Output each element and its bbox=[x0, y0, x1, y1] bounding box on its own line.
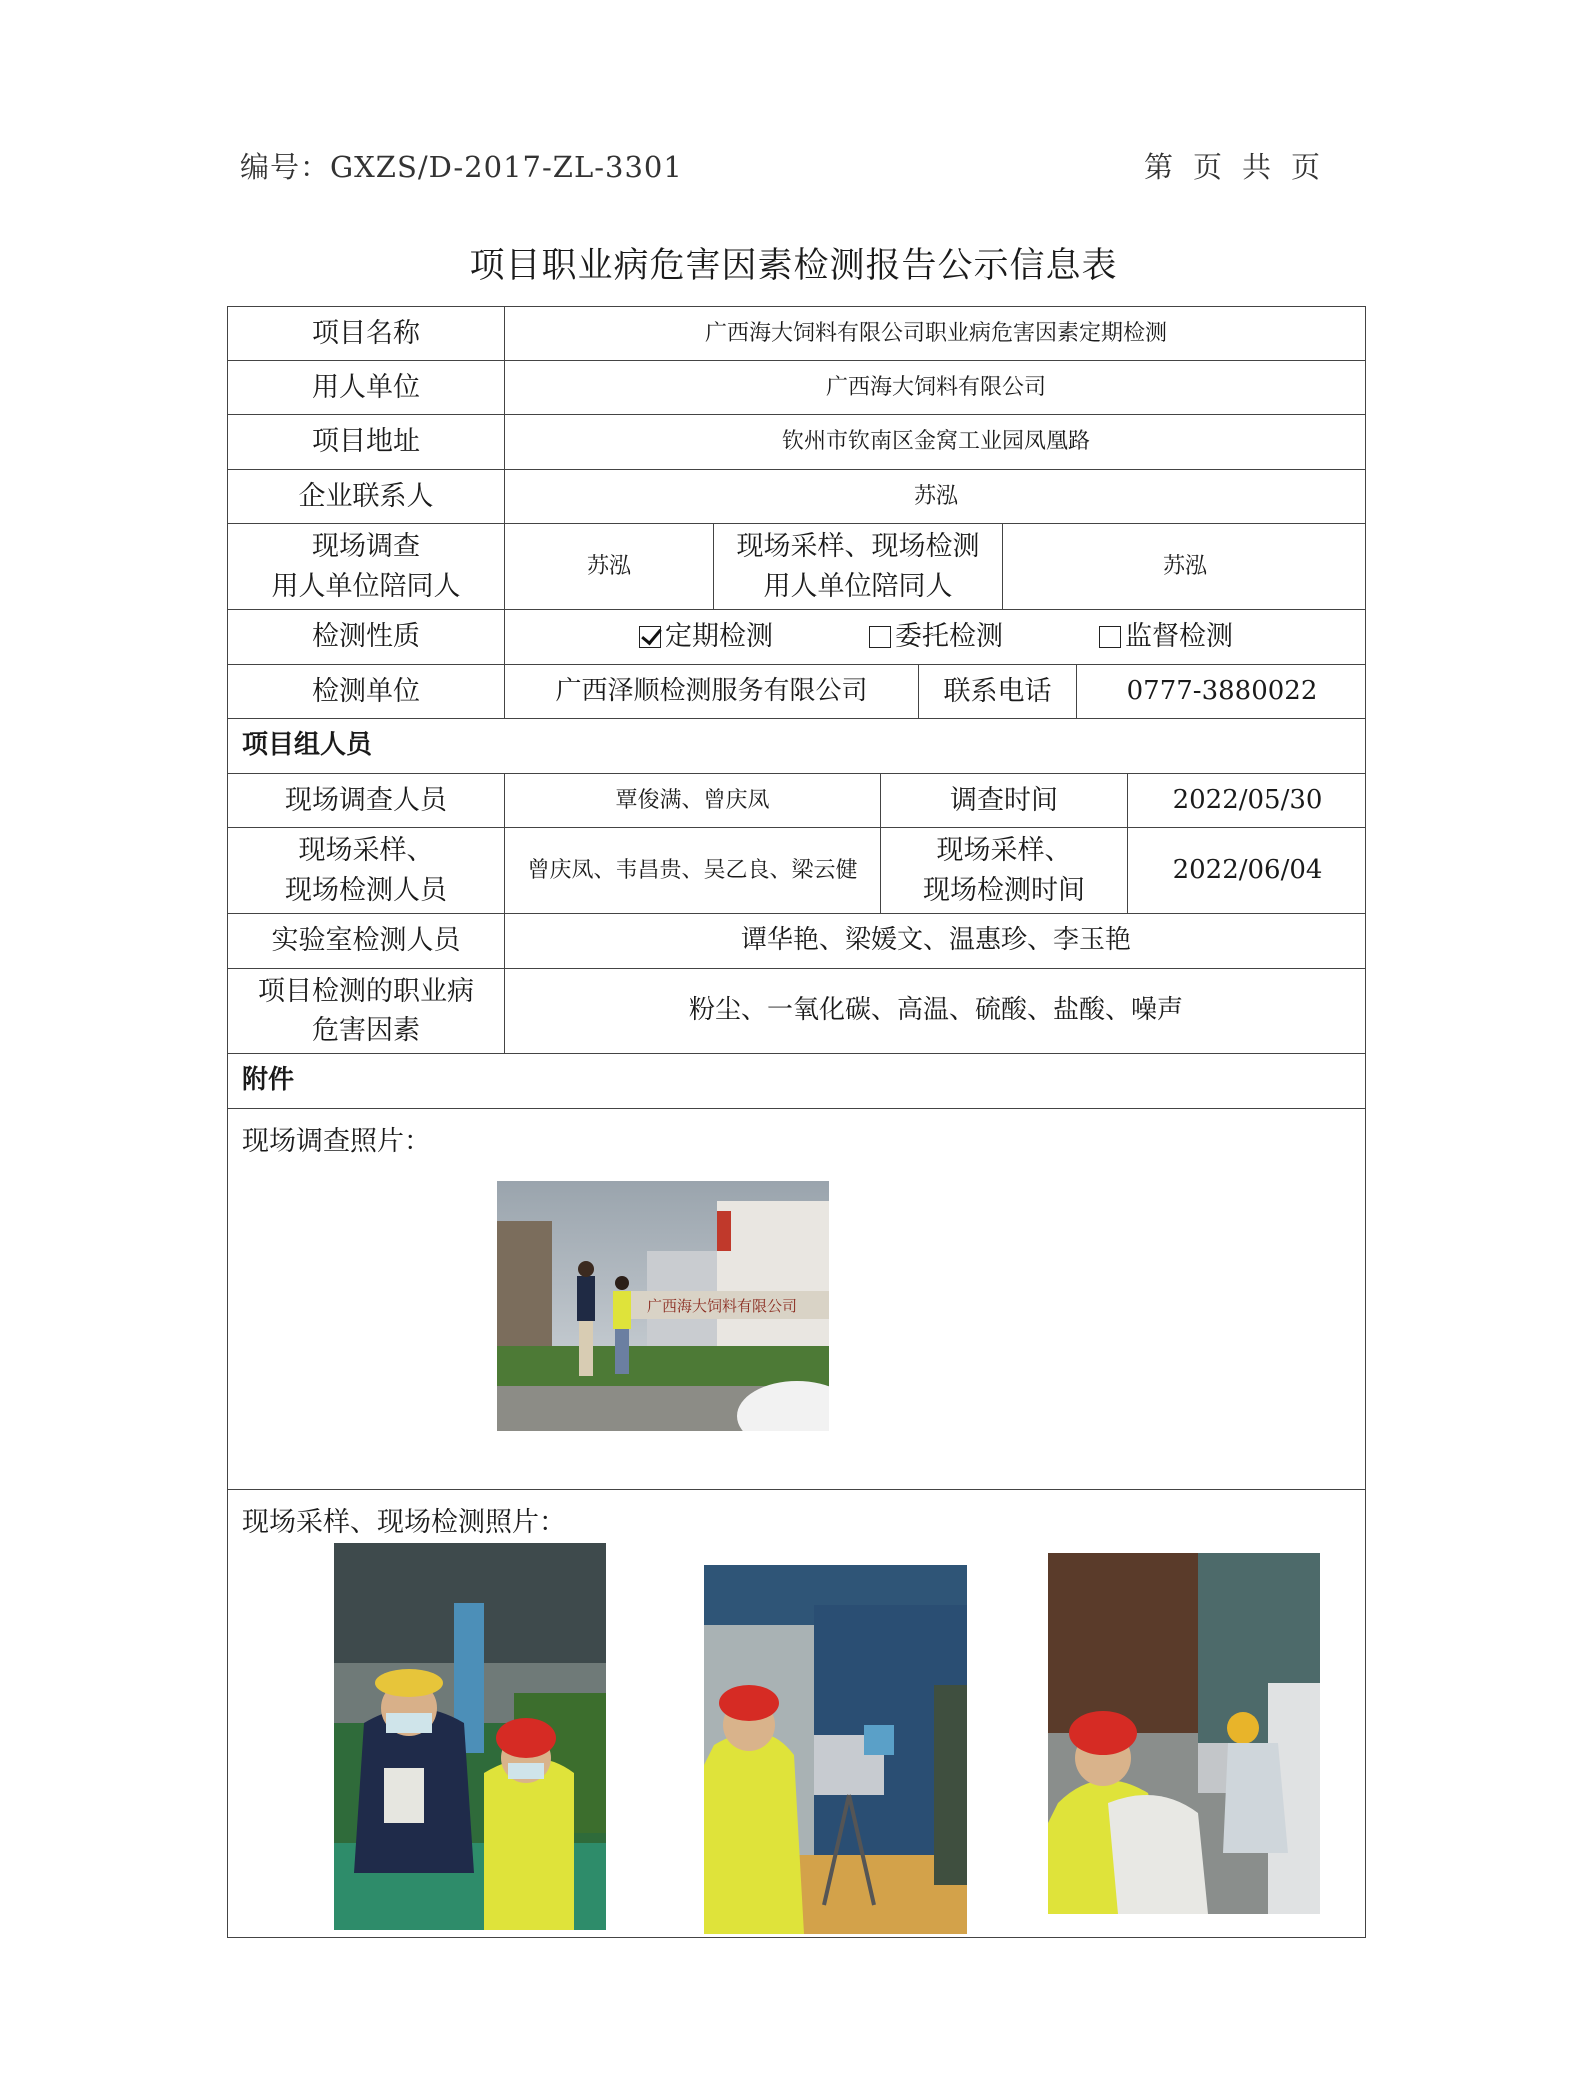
row-team-section bbox=[228, 719, 1365, 774]
sampling-photo-1 bbox=[334, 1543, 606, 1930]
value-agency: 广西泽顺检测服务有限公司 bbox=[505, 665, 919, 718]
label-survey-escort-line1: 现场调查 bbox=[312, 531, 420, 563]
label-nature: 检测性质 bbox=[228, 610, 505, 664]
row-project-name bbox=[228, 307, 1365, 361]
row-attachments-section bbox=[228, 1054, 1365, 1109]
row-hazards bbox=[228, 969, 1365, 1054]
checkbox-unchecked-icon[interactable] bbox=[1099, 626, 1121, 648]
page-title: 项目职业病危害因素检测报告公示信息表 bbox=[469, 246, 1118, 286]
row-sampling-photos bbox=[228, 1490, 1365, 1939]
label-phone: 联系电话 bbox=[919, 665, 1077, 718]
row-address bbox=[228, 415, 1365, 470]
option-supervisory-label: 监督检测 bbox=[1125, 621, 1233, 653]
label-contact: 企业联系人 bbox=[228, 470, 505, 523]
label-sampling-staff bbox=[228, 828, 505, 913]
sampling-photo-3-image bbox=[1048, 1553, 1320, 1914]
option-commissioned-label: 委托检测 bbox=[895, 621, 1003, 653]
label-sampling-staff-line1: 现场采样、 bbox=[298, 835, 434, 867]
survey-photos-label: 现场调查照片： bbox=[242, 1126, 431, 1157]
label-sampling-time-line2: 现场检测时间 bbox=[923, 874, 1085, 906]
page-info: 第页共页 bbox=[1143, 150, 1340, 184]
checkbox-unchecked-icon[interactable] bbox=[869, 626, 891, 648]
label-hazards-line1: 项目检测的职业病 bbox=[258, 975, 474, 1007]
option-periodic-label: 定期检测 bbox=[665, 621, 773, 653]
label-sampling-escort bbox=[714, 524, 1003, 609]
value-phone: 0777-3880022 bbox=[1126, 675, 1318, 706]
sampling-photo-1-image bbox=[334, 1543, 606, 1930]
row-nature bbox=[228, 610, 1365, 665]
row-sampling-staff bbox=[228, 828, 1365, 914]
value-address: 钦州市钦南区金窝工业园凤凰路 bbox=[781, 429, 1090, 455]
sampling-photo-2-image bbox=[704, 1565, 967, 1934]
value-survey-staff: 覃俊满、曾庆凤 bbox=[505, 774, 881, 827]
survey-photo bbox=[497, 1181, 829, 1431]
document-header bbox=[240, 145, 1340, 189]
info-table bbox=[227, 306, 1366, 1938]
sampling-photo-3 bbox=[1048, 1553, 1320, 1914]
value-survey-time: 2022/05/30 bbox=[1172, 784, 1323, 815]
section-attachments-title: 附件 bbox=[242, 1065, 295, 1096]
label-lab-staff: 实验室检测人员 bbox=[228, 914, 505, 968]
value-hazards: 粉尘、一氧化碳、高温、硫酸、盐酸、噪声 bbox=[688, 995, 1183, 1026]
label-sampling-staff-line2: 现场检测人员 bbox=[285, 874, 447, 906]
label-sampling-time-line1: 现场采样、 bbox=[936, 835, 1072, 867]
label-survey-time: 调查时间 bbox=[881, 774, 1128, 827]
label-hazards-line2: 危害因素 bbox=[312, 1015, 420, 1046]
nature-options bbox=[505, 610, 1367, 664]
value-sampling-time: 2022/06/04 bbox=[1172, 854, 1323, 885]
row-escort bbox=[228, 524, 1365, 610]
sampling-photos-label: 现场采样、现场检测照片： bbox=[242, 1507, 566, 1538]
section-team-title: 项目组人员 bbox=[242, 730, 373, 761]
row-agency bbox=[228, 665, 1365, 719]
label-survey-escort-line2: 用人单位陪同人 bbox=[271, 570, 461, 602]
option-commissioned[interactable] bbox=[869, 617, 1003, 656]
value-project-name: 广西海大饲料有限公司职业病危害因素定期检测 bbox=[704, 320, 1167, 346]
survey-photo-sign-text: 广西海大饲料有限公司 bbox=[647, 1297, 798, 1315]
value-sampling-staff: 曾庆凤、韦昌贵、吴乙良、梁云健 bbox=[505, 828, 881, 913]
option-periodic[interactable] bbox=[639, 617, 773, 656]
label-address: 项目地址 bbox=[228, 415, 505, 469]
label-sampling-time bbox=[881, 828, 1128, 913]
row-lab-staff bbox=[228, 914, 1365, 969]
row-employer bbox=[228, 361, 1365, 415]
value-sampling-escort: 苏泓 bbox=[1162, 553, 1207, 579]
label-sampling-escort-line1: 现场采样、现场检测 bbox=[736, 531, 980, 563]
value-employer: 广西海大饲料有限公司 bbox=[825, 374, 1046, 400]
value-lab-staff: 谭华艳、梁媛文、温惠珍、李玉艳 bbox=[740, 925, 1131, 956]
label-agency: 检测单位 bbox=[228, 665, 505, 718]
label-survey-escort bbox=[228, 524, 505, 609]
label-hazards bbox=[228, 969, 505, 1053]
row-survey-staff bbox=[228, 774, 1365, 828]
label-survey-staff: 现场调查人员 bbox=[228, 774, 505, 827]
row-survey-photos bbox=[228, 1109, 1365, 1490]
checkbox-checked-icon[interactable] bbox=[639, 626, 661, 648]
survey-photo-image bbox=[497, 1181, 829, 1431]
option-supervisory[interactable] bbox=[1099, 617, 1233, 656]
label-employer: 用人单位 bbox=[228, 361, 505, 414]
value-contact: 苏泓 bbox=[913, 483, 958, 509]
sampling-photo-2 bbox=[704, 1565, 967, 1934]
label-sampling-escort-line2: 用人单位陪同人 bbox=[763, 570, 953, 602]
document-number: 编号：GXZS/D-2017-ZL-3301 bbox=[240, 150, 683, 184]
label-project-name: 项目名称 bbox=[228, 307, 505, 360]
row-contact bbox=[228, 470, 1365, 524]
value-survey-escort: 苏泓 bbox=[505, 524, 714, 609]
